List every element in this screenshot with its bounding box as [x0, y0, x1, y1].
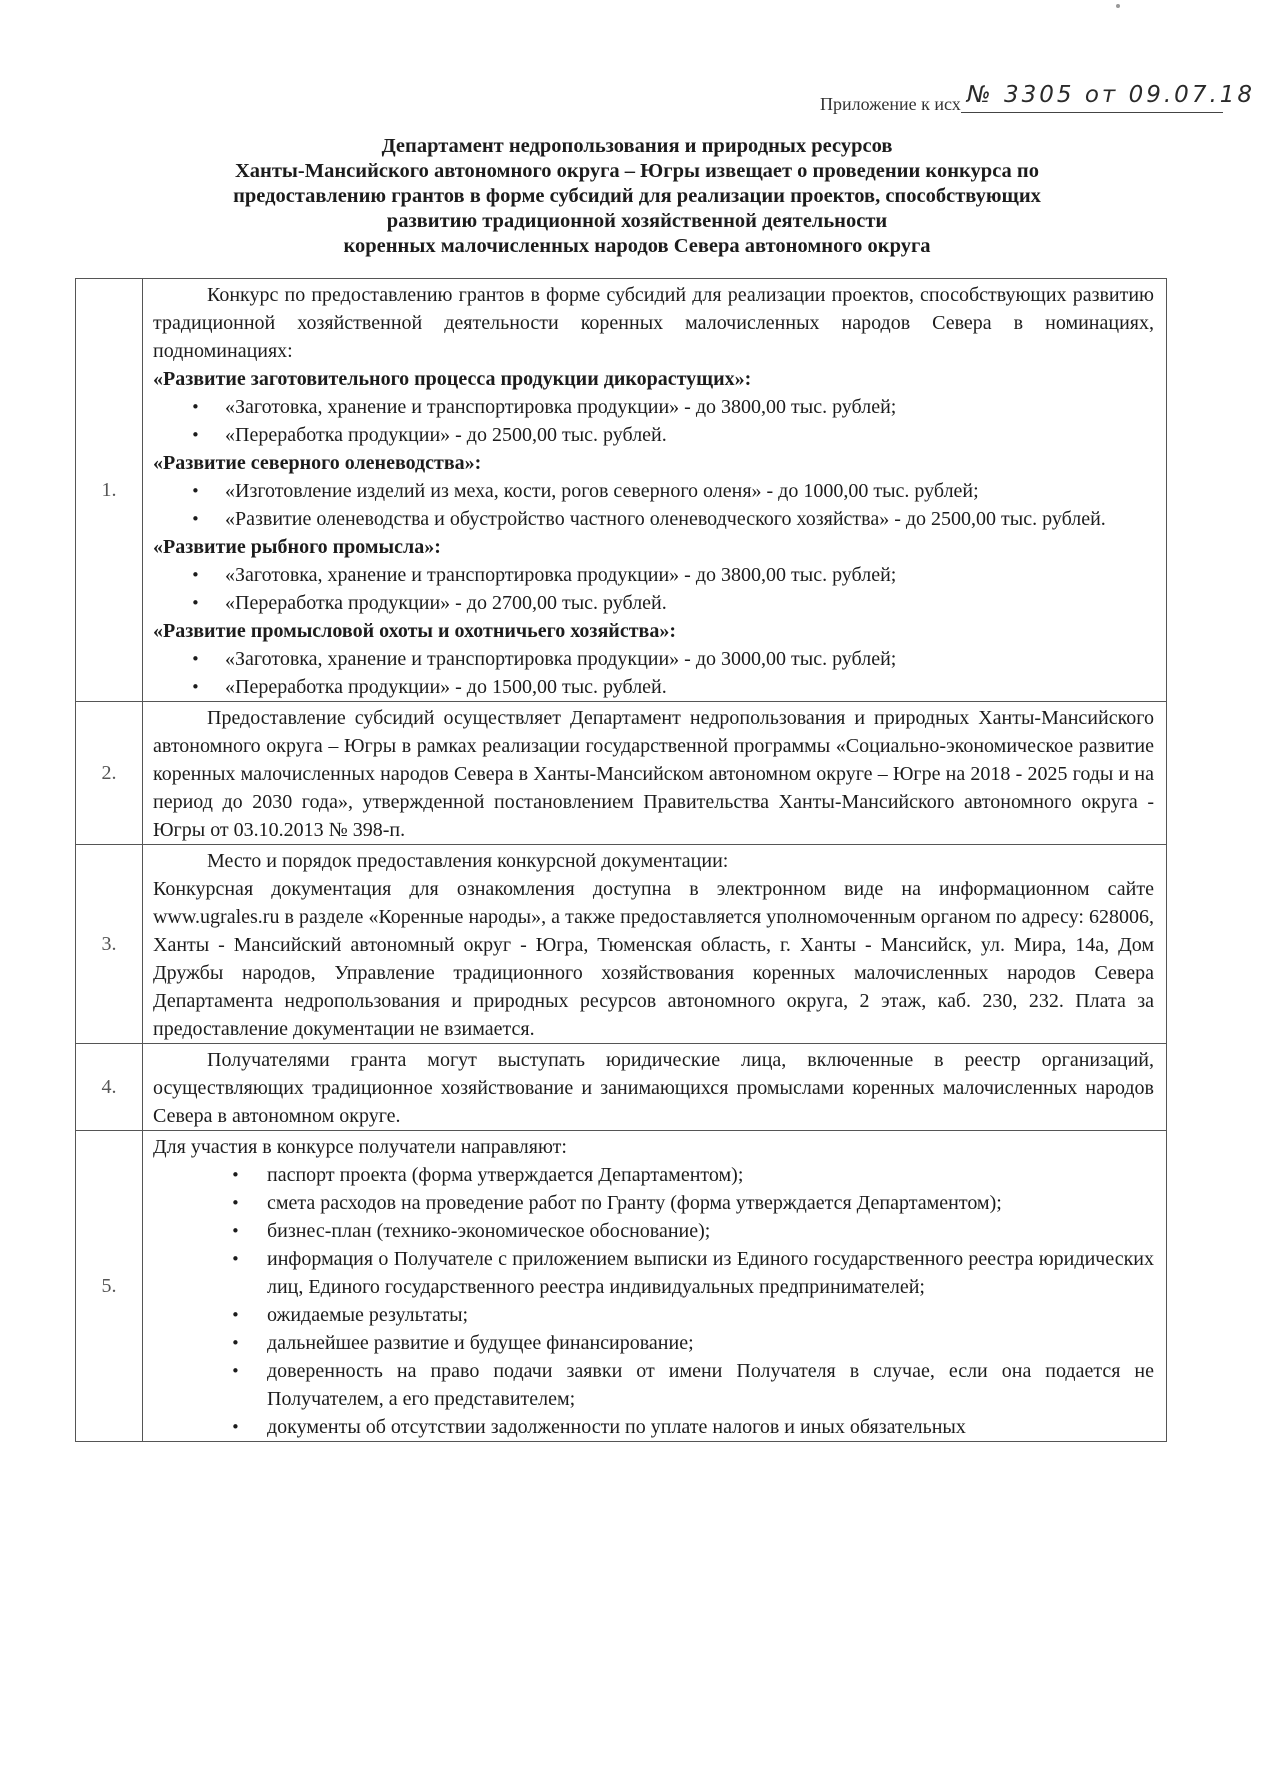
heading-line: развитию традиционной хозяйственной деятельности [386, 210, 888, 232]
bullet-list [153, 1161, 1154, 1441]
list-item: • «Заготовка, хранение и транспортировка продукции» - до 3000,00 тыс. рублей; [225, 645, 1154, 673]
list-item: • смета расходов на проведение работ по Гранту (форма утверждается Департаментом); [267, 1189, 1154, 1217]
list-item: • информация о Получателе с приложением выписки из Единого государственного реестра юридических лиц, Единого государственного реестра индивидуальных предпринимателей; [267, 1245, 1154, 1301]
list-item: • документы об отсутствии задолженности по уплате налогов и иных обязательных [267, 1413, 1154, 1441]
paragraph: Конкурсная документация для ознакомления доступна в электронном виде на информационном сайте www.ugrales.ru в разделе «Коренные народы», а также предоставляется уполномоченным органом по адресу: 628006, Ханты - Мансийский автономный округ - Югра, Тюменская область, г. Ханты - Мансийск, ул. Мира, 14а, Дом Дружбы народов, Управление традиционного хозяйствования коренных малочисленных народов Севера Департамента недропользования и природных ресурсов автономного округа, 2 этаж, каб. 230, 232. Плата за предоставление документации не взимается. [153, 878, 1154, 1040]
row-number: 2. [76, 702, 143, 845]
paragraph: Конкурс по предоставлению грантов в форме субсидий для реализации проектов, способствующих развитию традиционной хозяйственной деятельности коренных малочисленных народов Севера в номинациях, подноминациях: [153, 284, 1154, 362]
row-number: 5. [76, 1131, 143, 1442]
paragraph: Предоставление субсидий осуществляет Департамент недропользования и природных Ханты-Мансийского автономного округа – Югры в рамках реализации государственной программы «Социально-экономическое развитие коренных малочисленных народов Севера в Ханты-Мансийском автономном округе – Югре на 2018 - 2025 годы и на период до 2030 года», утвержденной постановлением Правительства Ханты-Мансийского автономного округа - Югры от 03.10.2013 № 398-п. [153, 707, 1154, 841]
table-row [76, 845, 1167, 1044]
nomination-title: «Развитие рыбного промысла»: [153, 536, 441, 558]
document-heading [60, 134, 1214, 259]
list-item: • дальнейшее развитие и будущее финансирование; [267, 1329, 1154, 1357]
handwritten-text: № 3305 от 09.07.18 [966, 82, 1256, 108]
annex-reference [820, 82, 1256, 115]
row-content [143, 279, 1167, 702]
list-item: • «Развитие оленеводства и обустройство частного оленеводческого хозяйства» - до 2500,00 тыс. рублей. [225, 505, 1154, 533]
nomination-title: «Развитие заготовительного процесса продукции дикорастущих»: [153, 368, 752, 390]
scan-speck [1116, 4, 1120, 8]
handwritten-outgoing-number [961, 82, 1256, 113]
heading-line: Ханты-Мансийского автономного округа – Югры извещает о проведении конкурса по [234, 160, 1039, 182]
bullet-list [153, 561, 1154, 617]
list-item: • «Переработка продукции» - до 1500,00 тыс. рублей. [225, 673, 1154, 701]
row-content [143, 1131, 1167, 1442]
row-number: 4. [76, 1044, 143, 1131]
list-item: • паспорт проекта (форма утверждается Департаментом); [267, 1161, 1154, 1189]
row-content [143, 1044, 1167, 1131]
table-row [76, 279, 1167, 702]
table-row [76, 1131, 1167, 1442]
table-row [76, 702, 1167, 845]
list-item: • «Изготовление изделий из меха, кости, рогов северного оленя» - до 1000,00 тыс. рублей; [225, 477, 1154, 505]
row-content [143, 702, 1167, 845]
list-item: • «Заготовка, хранение и транспортировка продукции» - до 3800,00 тыс. рублей; [225, 393, 1154, 421]
row-number: 1. [76, 279, 143, 702]
bullet-list [153, 393, 1154, 449]
list-item: • «Переработка продукции» - до 2700,00 тыс. рублей. [225, 589, 1154, 617]
list-item: • доверенность на право подачи заявки от имени Получателя в случае, если она подается не Получателем, а его представителем; [267, 1357, 1154, 1413]
bullet-list [153, 645, 1154, 701]
heading-line: предоставлению грантов в форме субсидий для реализации проектов, способствующих [233, 185, 1041, 207]
nomination-title: «Развитие северного оленеводства»: [153, 452, 482, 474]
table-row [76, 1044, 1167, 1131]
list-item: • бизнес-план (технико-экономическое обоснование); [267, 1217, 1154, 1245]
paragraph: Место и порядок предоставления конкурсной документации: [207, 850, 729, 872]
row-number: 3. [76, 845, 143, 1044]
nomination-title: «Развитие промысловой охоты и охотничьего хозяйства»: [153, 620, 676, 642]
list-item: • «Заготовка, хранение и транспортировка продукции» - до 3800,00 тыс. рублей; [225, 561, 1154, 589]
row-content [143, 845, 1167, 1044]
heading-line: коренных малочисленных народов Севера автономного округа [343, 235, 931, 257]
bullet-list [153, 477, 1154, 533]
list-item: • «Переработка продукции» - до 2500,00 тыс. рублей. [225, 421, 1154, 449]
paragraph: Для участия в конкурсе получатели направляют: [153, 1136, 567, 1158]
annex-label: Приложение к исх [820, 94, 961, 114]
heading-line: Департамент недропользования и природных ресурсов [381, 135, 893, 157]
list-item: • ожидаемые результаты; [267, 1301, 1154, 1329]
notice-table [75, 278, 1167, 1442]
paragraph: Получателями гранта могут выступать юридические лица, включенные в реестр организаций, осуществляющих традиционное хозяйствование и занимающихся промыслами коренных малочисленных народов Севера в автономном округе. [153, 1049, 1154, 1127]
